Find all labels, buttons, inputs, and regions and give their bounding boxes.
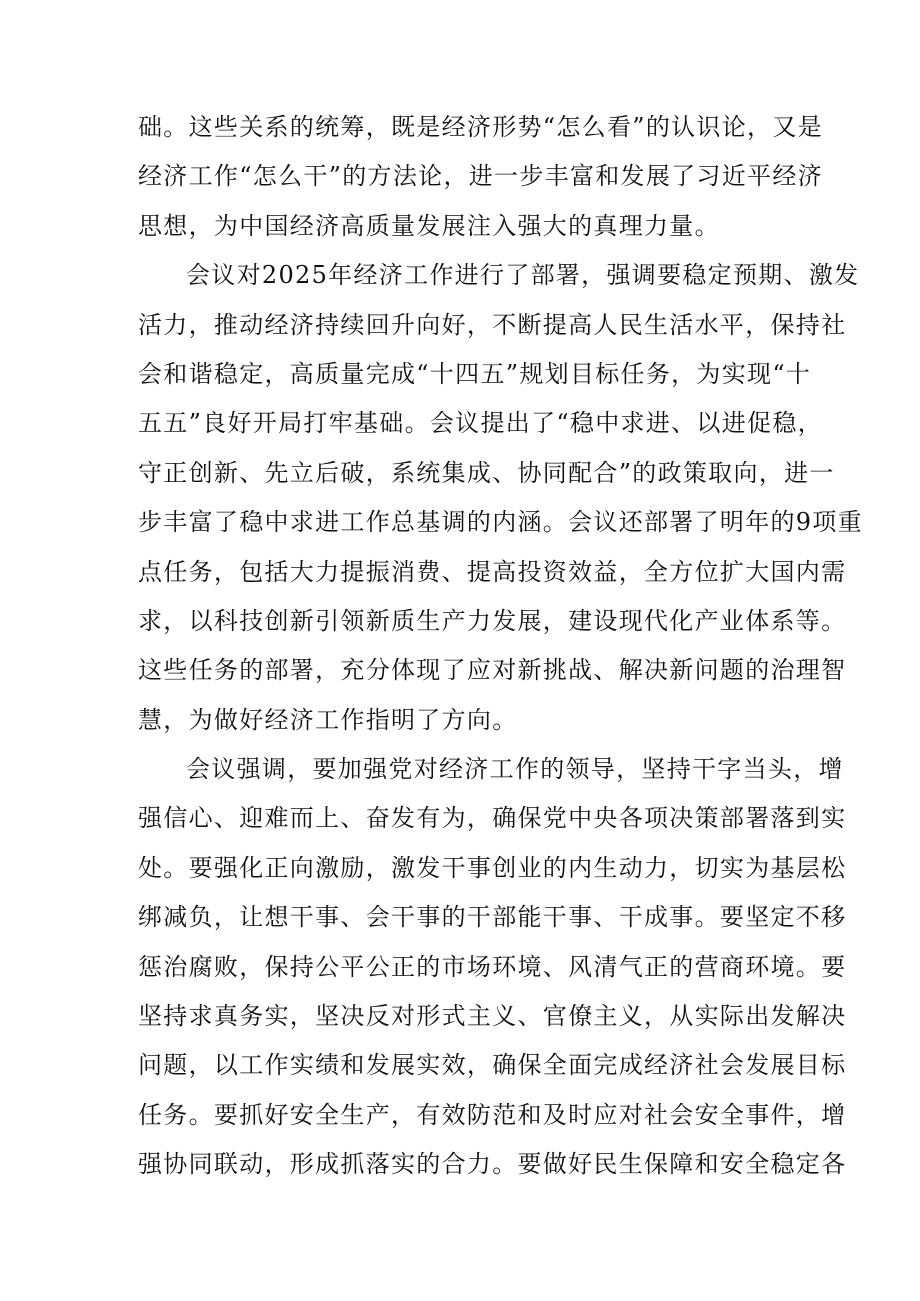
text-line: 强信心、迎难而上、奋发有为，确保党中央各项决策部署落到实 bbox=[138, 804, 847, 833]
text-line: 问题，以工作实绩和发展实效，确保全面完成经济社会发展目标 bbox=[138, 1051, 847, 1080]
document-body bbox=[138, 103, 863, 1190]
text-line: 五五”良好开局打牢基础。会议提出了“稳中求进、以进促稳， bbox=[138, 409, 823, 438]
text-line: 求，以科技创新引领新质生产力发展，建设现代化产业体系等。 bbox=[138, 606, 847, 635]
text-line: 处。要强化正向激励，激发干事创业的内生动力，切实为基层松 bbox=[138, 853, 847, 882]
text-line: 强协同联动，形成抓落实的合力。要做好民生保障和安全稳定各 bbox=[138, 1150, 847, 1179]
text-line: 础。这些关系的统筹，既是经济形势“怎么看”的认识论，又是 bbox=[138, 113, 823, 141]
text-line: 任务。要抓好安全生产，有效防范和及时应对社会安全事件，增 bbox=[138, 1100, 847, 1129]
text-line: 慧，为做好经济工作指明了方向。 bbox=[138, 705, 518, 734]
paragraph-first-line: 会议强调，要加强党对经济工作的领导，坚持干字当头，增 bbox=[186, 755, 844, 784]
text-line: 这些任务的部署，充分体现了应对新挑战、解决新问题的治理智 bbox=[138, 656, 847, 685]
text-line: 点任务，包括大力提振消费、提高投资效益，全方位扩大国内需 bbox=[138, 557, 847, 586]
text-line: 经济工作“怎么干”的方法论，进一步丰富和发展了习近平经济 bbox=[138, 162, 823, 191]
text-line: 守正创新、先立后破，系统集成、协同配合”的政策取向，进一 bbox=[138, 458, 835, 487]
text-line: 步丰富了稳中求进工作总基调的内涵。会议还部署了明年的9项重 bbox=[138, 508, 863, 537]
paragraph-first-line: 会议对2025年经济工作进行了部署，强调要稳定预期、激发 bbox=[186, 261, 860, 290]
text-line: 思想，为中国经济高质量发展注入强大的真理力量。 bbox=[138, 211, 720, 240]
text-line: 绑减负，让想干事、会干事的干部能干事、干成事。要坚定不移 bbox=[138, 903, 847, 932]
text-line: 坚持求真务实，坚决反对形式主义、官僚主义，从实际出发解决 bbox=[138, 1002, 847, 1031]
text-line: 惩治腐败，保持公平公正的市场环境、风清气正的营商环境。要 bbox=[138, 952, 847, 981]
text-line: 活力，推动经济持续回升向好，不断提高人民生活水平，保持社 bbox=[138, 310, 847, 339]
text-line: 会和谐稳定，高质量完成“十四五”规划目标任务，为实现“十 bbox=[138, 359, 812, 388]
